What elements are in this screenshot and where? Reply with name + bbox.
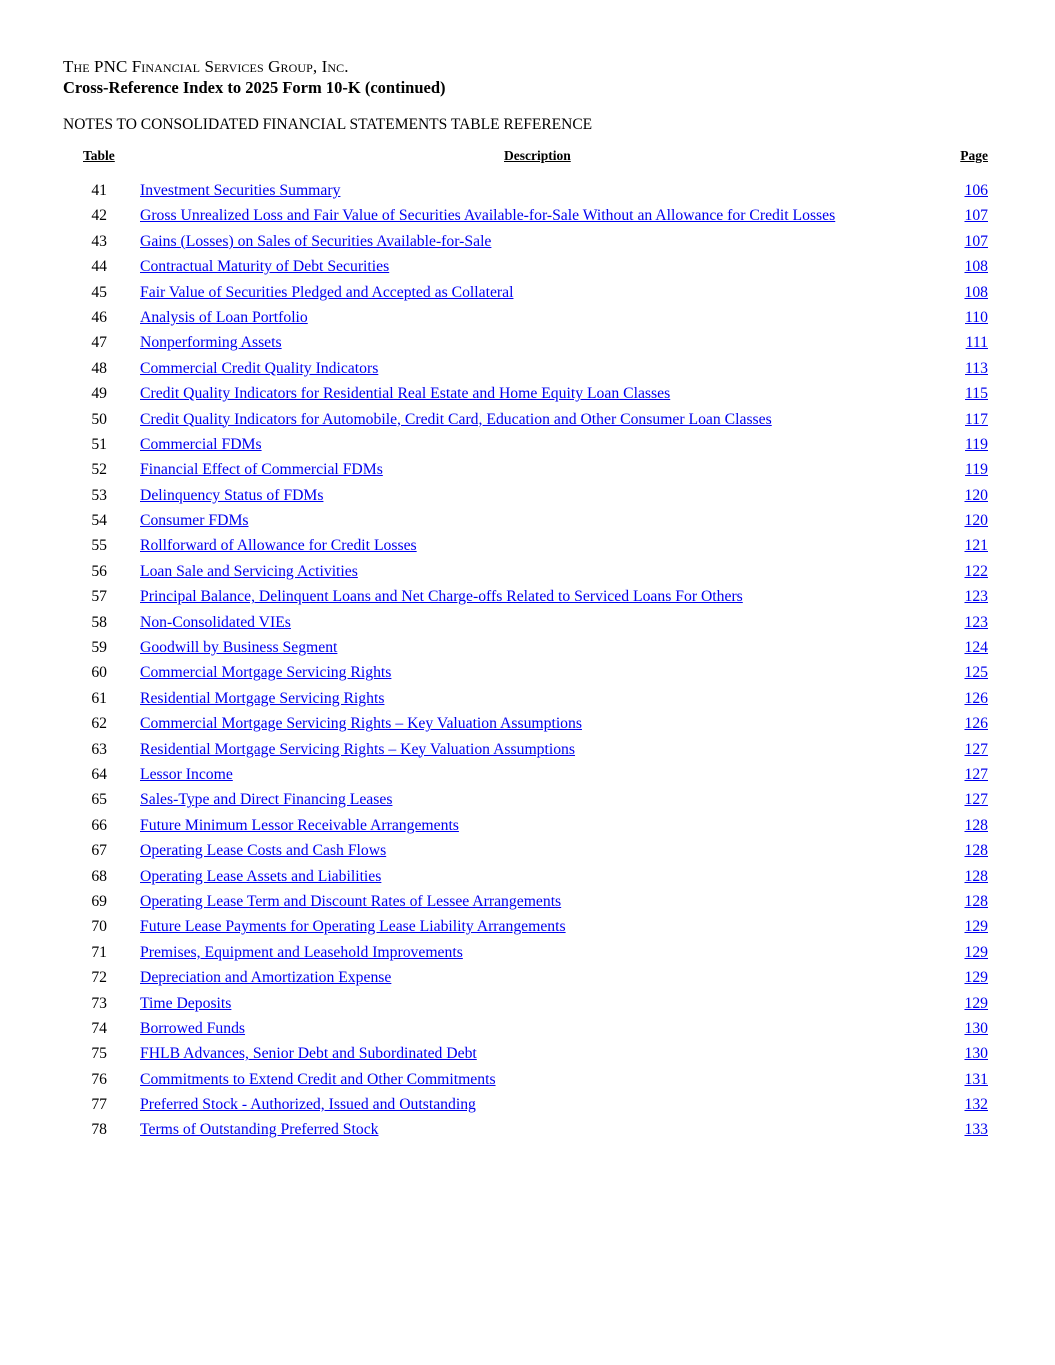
table-number: 49 xyxy=(91,385,107,403)
table-row xyxy=(63,1041,988,1066)
page-link[interactable]: 120 xyxy=(964,512,988,530)
description-link[interactable]: Credit Quality Indicators for Residential Real Estate and Home Equity Loan Classes xyxy=(140,385,671,403)
description-link[interactable]: Delinquency Status of FDMs xyxy=(140,486,324,504)
page-link[interactable]: 108 xyxy=(964,283,988,301)
description-link[interactable]: Non-Consolidated VIEs xyxy=(140,613,291,631)
description-link[interactable]: Credit Quality Indicators for Automobile, Credit Card, Education and Other Consumer Loan Classes xyxy=(140,410,772,428)
table-rows xyxy=(63,178,988,1143)
page-link[interactable]: 128 xyxy=(964,842,988,860)
table-number: 54 xyxy=(91,512,107,530)
table-number: 55 xyxy=(91,537,107,555)
page-link[interactable]: 120 xyxy=(964,486,988,504)
page-link[interactable]: 106 xyxy=(964,182,988,199)
table-row xyxy=(63,203,988,228)
description-link[interactable]: Depreciation and Amortization Expense xyxy=(140,969,392,987)
page-link[interactable]: 117 xyxy=(965,410,988,428)
table-number: 70 xyxy=(91,918,107,936)
table-number: 77 xyxy=(91,1096,107,1114)
page-link[interactable]: 128 xyxy=(964,892,988,910)
page-link[interactable]: 113 xyxy=(965,359,988,377)
table-number: 69 xyxy=(91,892,107,910)
page-link[interactable]: 119 xyxy=(965,461,988,479)
description-link[interactable]: Operating Lease Term and Discount Rates of Lessee Arrangements xyxy=(140,892,562,910)
description-link[interactable]: Operating Lease Assets and Liabilities xyxy=(140,867,382,885)
page-link[interactable]: 115 xyxy=(965,385,988,403)
table-number: 42 xyxy=(91,207,107,225)
table-number: 76 xyxy=(91,1070,107,1088)
table-row xyxy=(63,483,988,508)
description-link[interactable]: Principal Balance, Delinquent Loans and Net Charge-offs Related to Serviced Loans For Others xyxy=(140,588,743,606)
table-number: 51 xyxy=(91,435,107,453)
table-row xyxy=(63,635,988,660)
table-number: 68 xyxy=(91,867,107,885)
page-link[interactable]: 126 xyxy=(964,689,988,707)
description-link[interactable]: Commercial Mortgage Servicing Rights – Key Valuation Assumptions xyxy=(140,715,582,733)
description-link[interactable]: Commercial Mortgage Servicing Rights xyxy=(140,664,392,682)
page-link[interactable]: 119 xyxy=(965,435,988,453)
page-link[interactable]: 110 xyxy=(965,308,988,326)
table-number: 53 xyxy=(91,486,107,504)
table-row xyxy=(63,914,988,939)
description-link[interactable]: Sales-Type and Direct Financing Leases xyxy=(140,791,393,809)
table-number: 46 xyxy=(91,308,107,326)
table-number: 59 xyxy=(91,639,107,657)
table-row xyxy=(63,356,988,381)
table-number: 47 xyxy=(91,334,107,352)
table-row xyxy=(63,330,988,355)
page-link[interactable]: 107 xyxy=(964,207,988,225)
table-number: 52 xyxy=(91,461,107,479)
page-link[interactable]: 129 xyxy=(964,918,988,936)
page-link[interactable]: 107 xyxy=(964,232,988,250)
table-number: 62 xyxy=(91,715,107,733)
description-link[interactable]: Goodwill by Business Segment xyxy=(140,639,338,657)
table-row xyxy=(63,432,988,457)
page-link[interactable]: 127 xyxy=(964,791,988,809)
page-link[interactable]: 125 xyxy=(964,664,988,682)
table-number: 74 xyxy=(91,1019,107,1037)
table-row xyxy=(63,381,988,406)
description-link[interactable]: Consumer FDMs xyxy=(140,512,249,530)
table-row xyxy=(63,711,988,736)
table-row xyxy=(63,178,988,203)
description-link[interactable]: Future Minimum Lessor Receivable Arrangements xyxy=(140,816,459,834)
section-heading: NOTES TO CONSOLIDATED FINANCIAL STATEMENTS TABLE REFERENCE xyxy=(63,116,593,133)
description-link[interactable]: Gains (Losses) on Sales of Securities Available-for-Sale xyxy=(140,232,492,250)
table-number: 43 xyxy=(91,232,107,250)
table-number: 61 xyxy=(91,689,107,707)
table-number: 44 xyxy=(91,258,107,276)
table-number: 66 xyxy=(91,816,107,834)
table-row xyxy=(63,457,988,482)
page-link[interactable]: 124 xyxy=(964,639,988,657)
table-row xyxy=(63,610,988,635)
table-row xyxy=(63,787,988,812)
table-number: 78 xyxy=(91,1121,107,1139)
table-row xyxy=(63,508,988,533)
table-number: 50 xyxy=(91,410,107,428)
table-number: 45 xyxy=(91,283,107,301)
description-link[interactable]: Operating Lease Costs and Cash Flows xyxy=(140,842,387,860)
description-link[interactable]: Commercial FDMs xyxy=(140,435,262,453)
page-link[interactable]: 126 xyxy=(964,715,988,733)
table-row xyxy=(63,991,988,1016)
table-row xyxy=(63,305,988,330)
page-link[interactable]: 127 xyxy=(964,740,988,758)
page-link[interactable]: 130 xyxy=(964,1019,988,1037)
column-header-description: Description xyxy=(504,148,571,163)
description-link[interactable]: Gross Unrealized Loss and Fair Value of Securities Available-for-Sale Without an Allowance for Credit Losses xyxy=(140,207,836,225)
table-number: 72 xyxy=(91,969,107,987)
description-link[interactable]: Contractual Maturity of Debt Securities xyxy=(140,258,390,276)
table-number: 56 xyxy=(91,562,107,580)
description-link[interactable]: Time Deposits xyxy=(140,994,232,1012)
table-row xyxy=(63,838,988,863)
description-link[interactable]: Loan Sale and Servicing Activities xyxy=(140,562,358,580)
table-number: 65 xyxy=(91,791,107,809)
page-link[interactable]: 128 xyxy=(964,816,988,834)
table-row xyxy=(63,864,988,889)
page-link[interactable]: 108 xyxy=(964,258,988,276)
column-header-page: Page xyxy=(960,148,988,163)
table-row xyxy=(63,762,988,787)
description-link[interactable]: Analysis of Loan Portfolio xyxy=(140,308,308,326)
page-link[interactable]: 123 xyxy=(964,588,988,606)
page-link[interactable]: 131 xyxy=(964,1070,988,1088)
table-row xyxy=(63,229,988,254)
table-column-headers xyxy=(63,148,988,178)
table-number: 75 xyxy=(91,1045,107,1063)
description-link[interactable]: Terms of Outstanding Preferred Stock xyxy=(140,1121,379,1139)
page-link[interactable]: 128 xyxy=(964,867,988,885)
page-link[interactable]: 129 xyxy=(964,994,988,1012)
description-link[interactable]: Fair Value of Securities Pledged and Accepted as Collateral xyxy=(140,283,514,301)
table-row xyxy=(63,584,988,609)
table-number: 71 xyxy=(91,943,107,961)
table-number: 63 xyxy=(91,740,107,758)
cross-reference-table xyxy=(63,148,988,1143)
description-link[interactable]: Commitments to Extend Credit and Other Commitments xyxy=(140,1070,496,1088)
description-link[interactable]: Nonperforming Assets xyxy=(140,334,282,352)
page-link[interactable]: 130 xyxy=(964,1045,988,1063)
table-row xyxy=(63,254,988,279)
table-row xyxy=(63,737,988,762)
table-number: 48 xyxy=(91,359,107,377)
description-link[interactable]: Premises, Equipment and Leasehold Improvements xyxy=(140,943,463,961)
page-link[interactable]: 129 xyxy=(964,943,988,961)
table-number: 57 xyxy=(91,588,107,606)
table-row xyxy=(63,1117,988,1142)
page-link[interactable]: 121 xyxy=(964,537,988,555)
description-link[interactable]: Residential Mortgage Servicing Rights – Key Valuation Assumptions xyxy=(140,740,576,758)
page-link[interactable]: 127 xyxy=(964,765,988,783)
table-row xyxy=(63,889,988,914)
table-row xyxy=(63,813,988,838)
table-row xyxy=(63,1067,988,1092)
table-number: 64 xyxy=(91,765,107,783)
description-link[interactable]: Residential Mortgage Servicing Rights xyxy=(140,689,385,707)
table-number: 73 xyxy=(91,994,107,1012)
page-link[interactable]: 133 xyxy=(964,1121,988,1139)
table-row xyxy=(63,965,988,990)
table-row xyxy=(63,407,988,432)
column-header-table: Table xyxy=(83,148,115,163)
description-link[interactable]: Preferred Stock - Authorized, Issued and Outstanding xyxy=(140,1096,476,1114)
table-number: 67 xyxy=(91,842,107,860)
table-row xyxy=(63,1092,988,1117)
description-link[interactable]: Commercial Credit Quality Indicators xyxy=(140,359,379,377)
table-row xyxy=(63,533,988,558)
table-number: 41 xyxy=(91,182,107,199)
description-link[interactable]: Future Lease Payments for Operating Lease Liability Arrangements xyxy=(140,918,566,936)
page-link[interactable]: 111 xyxy=(965,334,988,352)
description-link[interactable]: Lessor Income xyxy=(140,765,233,783)
description-link[interactable]: Rollforward of Allowance for Credit Losses xyxy=(140,537,417,555)
description-link[interactable]: Financial Effect of Commercial FDMs xyxy=(140,461,383,479)
table-number: 60 xyxy=(91,664,107,682)
description-link[interactable]: Investment Securities Summary xyxy=(140,182,341,199)
company-name: The PNC Financial Services Group, Inc. xyxy=(63,57,349,76)
table-row xyxy=(63,280,988,305)
page-link[interactable]: 123 xyxy=(964,613,988,631)
document-title: Cross-Reference Index to 2025 Form 10-K (continued) xyxy=(63,78,446,97)
table-row xyxy=(63,559,988,584)
description-link[interactable]: Borrowed Funds xyxy=(140,1019,246,1037)
table-row xyxy=(63,940,988,965)
description-link[interactable]: FHLB Advances, Senior Debt and Subordinated Debt xyxy=(140,1045,477,1063)
page-link[interactable]: 122 xyxy=(964,562,988,580)
table-row xyxy=(63,686,988,711)
table-number: 58 xyxy=(91,613,107,631)
page-link[interactable]: 129 xyxy=(964,969,988,987)
page-link[interactable]: 132 xyxy=(964,1096,988,1114)
table-row xyxy=(63,660,988,685)
table-row xyxy=(63,1016,988,1041)
